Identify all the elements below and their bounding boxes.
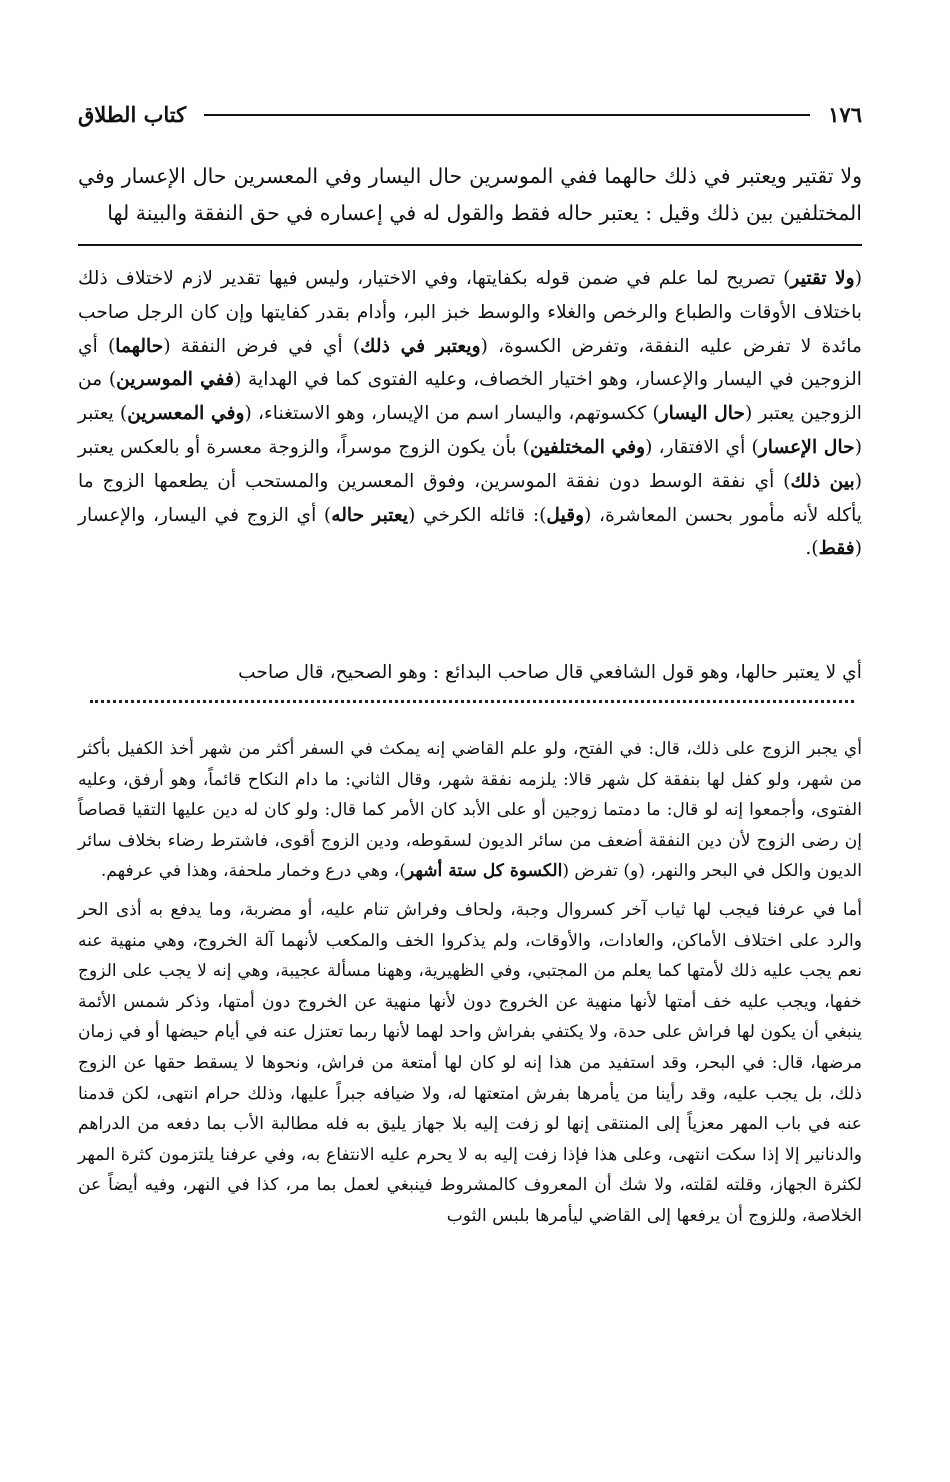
sharh-paragraph-1: [78, 262, 862, 566]
sharh-run: ) ككسوتهم، واليسار اسم من الإيسار، وهو الاستغناء، (: [244, 403, 660, 425]
sharh-run: ) أي في فرض النفقة (: [163, 335, 361, 357]
hashiya-bold-run: الكسوة كل ستة أشهر: [405, 861, 563, 882]
sharh-run: ) أي الافتقار، (: [645, 436, 759, 458]
sharh-bold-run: ويعتبر في ذلك: [360, 334, 481, 357]
page-header: [78, 102, 862, 127]
sharh-run: ) من الزوجين يعتبر (: [78, 369, 863, 425]
sharh-run: ) يعتبر (: [78, 403, 863, 458]
sharh-bold-run: ففي الموسرين: [116, 368, 235, 391]
hashiya-paragraph-1: [78, 734, 862, 887]
sharh-run: ) أي الزوجين في اليسار والإعسار، وهو اختيار الخصاف، وعليه الفتوى كما في الهداية (: [78, 335, 862, 391]
sharh-bold-run: بين ذلك: [790, 469, 855, 492]
hashiya-run: أي يجبر الزوج على ذلك، قال: في الفتح، ولو علم القاضي إنه يمكث في السفر أكثر من شهر أخذ الكفيل بأكثر من شهر، ولو كفل لها بنفقة كل شهر قالا: يلزمه نفقة شهر، وقال الثاني: ما دام النكاح قائماً، وهو أرفق، وعليه الفتوى، وأجمعوا إنه لو قال: ما دمتما زوجين أو على الأبد كان الأمر كما قال: ولو كان له دين عليها التقيا قصاصاً إن رضى الزوج لأن دين النفقة أضعف من سائر الديون لسقوطه، ودين الزوج أقوى، فاشترط رضاء بخلاف سائر الديون والكل في البحر والنهر، (و) تفرض (: [78, 739, 862, 882]
page-number: ١٧٦: [828, 102, 862, 127]
matn-text: ولا تقتير ويعتبر في ذلك حالهما ففي الموسرين حال اليسار وفي المعسرين حال الإعسار وفي المختلفين بين ذلك وقيل : يعتبر حاله فقط والقول له في إعساره في حق النفقة والبينة لها: [78, 164, 862, 225]
matn-separator-rule: [78, 244, 862, 246]
sharh-bold-run: حالهما: [115, 334, 164, 357]
sharh-bold-run: ولا تقتير: [790, 267, 855, 289]
sharh-run: ).: [805, 538, 819, 560]
sharh-bold-run: وفي المختلفين: [529, 435, 646, 458]
sharh-bold-run: وقيل: [546, 503, 585, 526]
header-rule: [204, 114, 810, 116]
sharh-continuation: أي لا يعتبر حالها، وهو قول الشافعي قال صاحب البدائع : وهو الصحيح، قال صاحب: [238, 662, 862, 683]
running-title: كتاب الطلاق: [78, 102, 187, 127]
sharh-bold-run: يعتبر حاله: [331, 503, 409, 526]
sharh-run: ) أي نفقة الوسط دون نفقة الموسرين، وفوق المعسرين والمستحب أن يطعمها الزوج ما يأكله لأنه مأمور بحسن المعاشرة، (: [78, 470, 862, 526]
sharh-run: ) بأن يكون الزوج موسراً، والزوجة معسرة أو بالعكس يعتبر (: [78, 436, 862, 492]
sharh-run: ) تصريح لما علم في ضمن قوله بكفايتها، وفي الاختيار، وليس فيها تقدير لازم لاختلاف ذلك باختلاف الأوقات والطباع والرخص والغلاء والوسط خبز البر، وأدام بقدر كفايتها وإن كان الرجل صاحب مائدة لا تفرض عليه النفقة، وتفرض الكسوة، (: [78, 268, 862, 357]
sharh-bold-run: حال اليسار: [659, 402, 746, 425]
sharh-paragraph-2: [78, 656, 862, 690]
sharh-bold-run: حال الإعسار: [758, 435, 855, 458]
sharh-bold-run: وفي المعسرين: [127, 402, 245, 425]
sharh-run: ) أي الزوج في اليسار، والإعسار (: [78, 504, 862, 560]
hashiya-run: )، وهي درع وخمار ملحفة، وهذا في عرفهم.: [100, 861, 406, 882]
hashiya-footnotes: [78, 734, 862, 1232]
sharh-run: ): قائله الكرخي (: [408, 504, 547, 526]
sharh-bold-run: فقط: [818, 537, 855, 560]
hashiya-paragraph-2: أما في عرفنا فيجب لها ثياب آخر كسروال وجبة، ولحاف وفراش تنام عليه، أو مضربة، وما يدفع به أذى الحر والرد على اختلاف الأماكن، والعادات، والأوقات، ولم يذكروا الخف والمكعب لأنهما آلة الخروج، وهي منهية عنه نعم يجب عليه ذلك لأمتها كما يعلم من المجتبي، وفي الظهيرية، وههنا مسألة عجيبة، وهي إنه لا يجب على الزوج خفها، ويجب عليه خف أمتها لأنها منهية عن الخروج دون لأنها منهية عن الخروج دون أمتها، وذكر شمس الأئمة ينبغي أن يكون لها فراش على حدة، ولا يكتفي بفراش واحد لهما لأنها ربما تعتزل عنه في أيام حيضها أو في زمان مرضها، قال: في البحر، وقد استفيد من هذا إنه لو كان لها أمتعة من فراش، ونحوها لا يسقط حقها عن الزوج ذلك، بل يجب عليه، وقد رأينا من يأمرها بفرش امتعتها له، ولا ضيافه جبراً عليها، وذلك حرام انتهى، لكن قدمنا عنه في باب المهر معزياً إلى المنتقى إنها لو زفت إليه بلا جهاز يليق به فله مطالبة الأب بما دفعه من الدراهم والدنانير إلا إذا سكت انتهى، وعلى هذا فإذا زفت إليه به لا يحرم عليه الانتفاع به، وفي عرفنا يلتزمون كثرة المهر لكثرة الجهاز، وقلته لقلته، ولا شك أن المعروف كالمشروط فينبغي لعمل بما مر، كذا في النهر، وفيه أيضاً عن الخلاصة، وللزوج أن يرفعها إلى القاضي ليأمرها بلبس الثوب: [78, 899, 863, 1226]
footnote-dotted-separator: [90, 700, 854, 703]
sharh-commentary: (ولا تقتير) تصريح لما علم في ضمن قوله بكفايتها، وفي الاختيار، وليس فيها تقدير لازم لاختلاف ذلك باختلاف الأوقات والطباع والرخص والغلاء والوسط خبز البر، وأدام بقدر كفايتها وإن كان الرجل صاحب مائدة لا تفرض عليه النفقة، وتفرض الكسوة، (ويعتبر في ذلك) أي في فرض النفقة (حالهما) أي الزوجين في اليسار والإعسار، وهو اختيار الخصاف، وعليه الفتوى كما في الهداية (ففي الموسرين) من الزوجين يعتبر (حال اليسار) ككسوتهم، واليسار اسم من الإيسار، وهو الاستغناء، (وفي المعسرين) يعتبر (حال الإعسار) أي الافتقار، (وفي المختلفين) بأن يكون الزوج موسراً، والزوجة معسرة أو بالعكس يعتبر (بين ذلك) أي نفقة الوسط دون نفقة الموسرين، وفوق المعسرين والمستحب أن يطعمها الزوج ما يأكله لأنه مأمور بحسن المعاشرة، (وقيل): قائله الكرخي (يعتبر حاله) أي الزوج في اليسار، والإعسار (فقط).: [78, 267, 863, 560]
